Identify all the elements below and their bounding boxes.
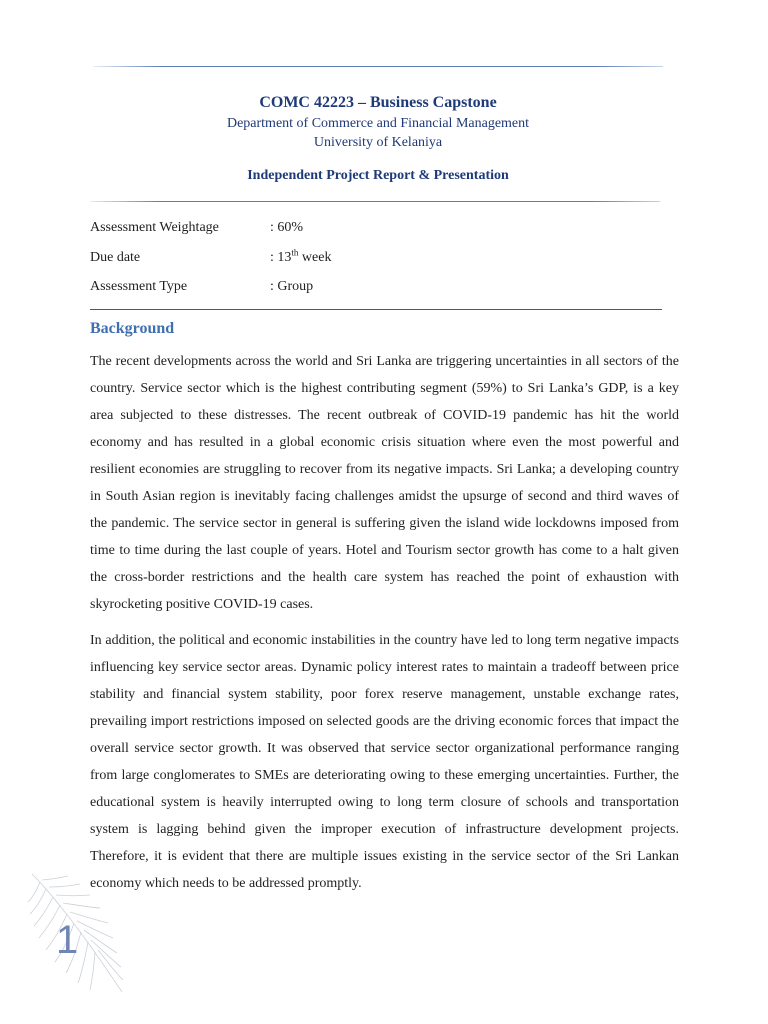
page-number: 1 <box>56 918 79 962</box>
document-subtitle: Independent Project Report & Presentation <box>247 168 509 183</box>
due-date-label: Due date <box>90 249 141 265</box>
background-paragraph-2: In addition, the political and economic instabilities in the country have led to long term negative impacts influencing key service sector areas. Dynamic policy interest rates to maintain a tradeoff between price stability and financial system stability, poor forex reserve management, unstable exchange rates, prevailing import restrictions imposed on selected goods are the driving economic forces that impact the overall service sector growth. It was observed that service sector organizational performance ranging from large conglomerates to SMEs are deteriorating owing to these emerging uncertainties. Further, the educational system is heavily interrupted owing to long term closure of schools and transportation system is lagging behind given the improper execution of infrastructure development projects. Therefore, it is evident that there are multiple issues existing in the service sector of the Sri Lankan economy which needs to be addressed promptly. <box>90 633 679 891</box>
info-divider <box>90 309 662 310</box>
background-heading: Background <box>90 320 175 337</box>
document-header <box>90 92 666 185</box>
due-date-unit: week <box>298 249 332 265</box>
header-divider <box>90 201 660 202</box>
weightage-value: : 60% <box>270 220 304 235</box>
course-title: COMC 42223 – Business Capstone <box>259 94 497 111</box>
feather-icon <box>26 868 131 998</box>
assessment-type-value: : Group <box>270 279 314 294</box>
due-date-row <box>90 246 660 276</box>
due-date-ordinal: th <box>291 246 299 257</box>
due-date-value <box>270 246 331 270</box>
university-name: University of Kelaniya <box>313 135 443 150</box>
assessment-type-row <box>90 275 660 305</box>
weightage-label: Assessment Weightage <box>90 220 219 235</box>
assessment-type-label: Assessment Type <box>90 279 188 294</box>
weightage-row <box>90 216 660 246</box>
assessment-info-table <box>90 216 660 305</box>
due-date-number: : 13 <box>270 249 292 265</box>
background-paragraph-1: The recent developments across the world and Sri Lanka are triggering uncertainties in all sectors of the country. Service sector which is the highest contributing segment (59%) to Sri Lanka’s GDP, is a key area subjected to these distresses. The recent outbreak of COVID-19 pandemic has hit the world economy and has resulted in a global economic crisis situation where even the most powerful and resilient economies are struggling to recover from its negative impacts. Sri Lanka; a developing country in South Asian region is inevitably facing challenges amidst the upsurge of second and third waves of the pandemic. The service sector in general is suffering given the island wide lockdowns imposed from time to time during the last couple of years. Hotel and Tourism sector growth has come to a halt given the cross-border restrictions and the health care system has reached the point of exhaustion with skyrocketing positive COVID-19 cases. <box>90 354 679 612</box>
top-divider <box>93 66 663 67</box>
department-name: Department of Commerce and Financial Management <box>226 116 530 131</box>
